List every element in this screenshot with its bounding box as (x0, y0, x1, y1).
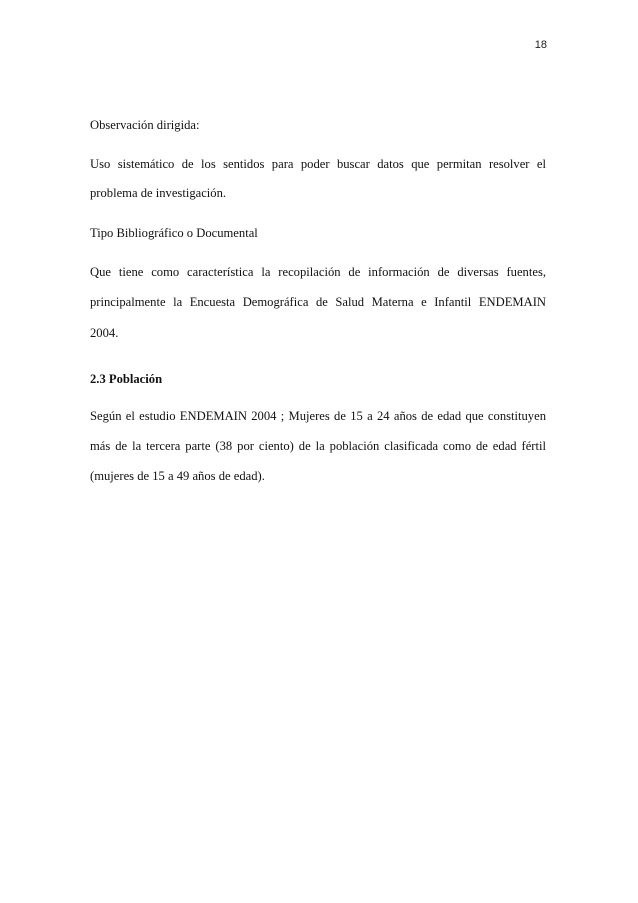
paragraph-caracteristica-line-1: Que tiene como característica la recopilación de información de diversas fuentes, (90, 265, 546, 279)
paragraph-uso-sistematico-line-2: problema de investigación. (90, 186, 227, 200)
paragraph-poblacion-line-2: más de la tercera parte (38 por ciento) de la población clasificada como de edad fértil (90, 439, 546, 453)
paragraph-poblacion-line-3: (mujeres de 15 a 49 años de edad). (90, 469, 265, 483)
section-heading-poblacion: 2.3 Población (90, 372, 163, 386)
paragraph-poblacion-line-1: Según el estudio ENDEMAIN 2004 ; Mujeres de 15 a 24 años de edad que constituyen (90, 409, 546, 423)
paragraph-observacion-dirigida: Observación dirigida: (90, 118, 200, 132)
paragraph-caracteristica-line-3: 2004. (90, 326, 119, 340)
paragraph-uso-sistematico-line-1: Uso sistemático de los sentidos para poder buscar datos que permitan resolver el (90, 157, 546, 171)
page-number: 18 (534, 39, 547, 51)
paragraph-caracteristica-line-2: principalmente la Encuesta Demográfica de Salud Materna e Infantil ENDEMAIN (90, 295, 546, 309)
paragraph-tipo-bibliografico: Tipo Bibliográfico o Documental (90, 226, 258, 240)
